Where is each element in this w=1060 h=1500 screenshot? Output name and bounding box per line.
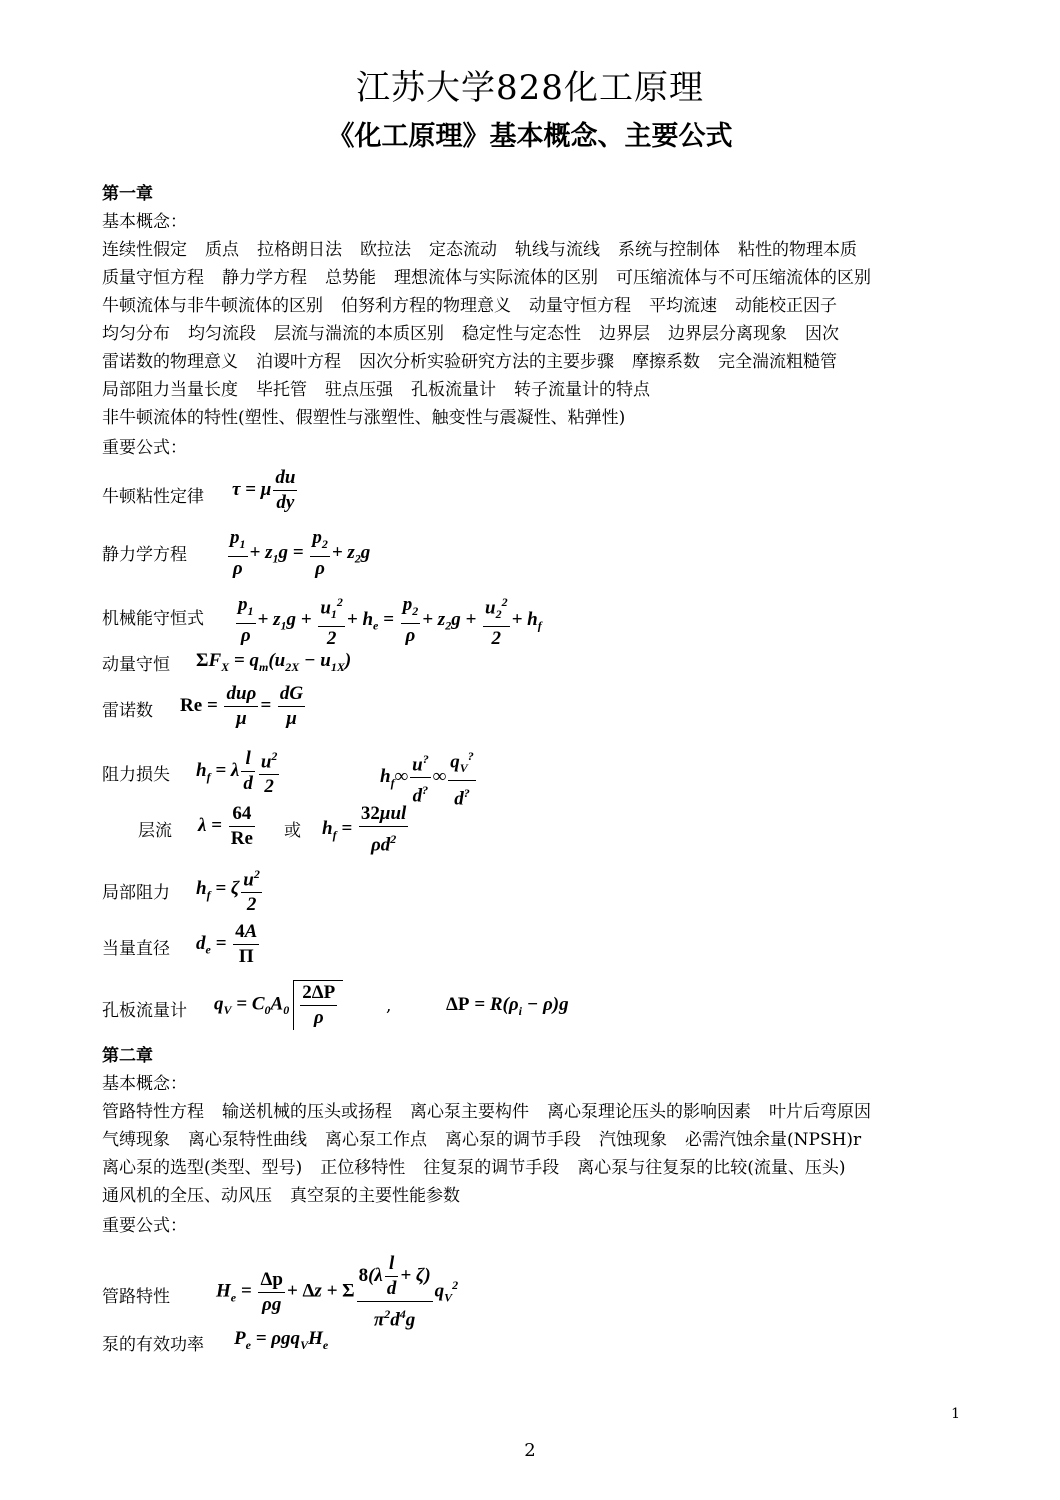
chapter1-concepts-line-5: 雷诺数的物理意义 泊谡叶方程 因次分析实验研究方法的主要步骤 摩擦系数 完全湍流粗糙管 bbox=[102, 352, 837, 372]
formula-label-friction: 阻力损失 bbox=[102, 765, 170, 785]
formula-local: $h_f = \zeta$ $\frac{u^2}{2}$ bbox=[196, 862, 264, 917]
formula-or-text: 或 bbox=[284, 821, 301, 841]
chapter1-concepts-line-2: 质量守恒方程 静力学方程 总势能 理想流体与实际流体的区别 可压缩流体与不可压缩流体的区别 bbox=[102, 268, 871, 288]
chapter2-concepts-line-2: 气缚现象 离心泵特性曲线 离心泵工作点 离心泵的调节手段 汽蚀现象 必需汽蚀余量(NPSH)r bbox=[102, 1130, 862, 1150]
chapter2-formulas-label: 重要公式： bbox=[102, 1216, 187, 1236]
chapter1-concepts-line-6: 局部阻力当量长度 毕托管 驻点压强 孔板流量计 转子流量计的特点 bbox=[102, 380, 650, 400]
formula-power: $P_e = \rho gq_VH_e$ bbox=[234, 1328, 329, 1352]
formula-orifice-dp: $\Delta P = R(\rho_i - \rho)g$ bbox=[446, 994, 569, 1018]
formula-energy: $\frac{p_1}{\rho}$ + $z_1g$ + $\frac{u_1^2}{2}$ + $h_e$ = $\frac{p_2}{\rho}$ + $z_2g$ + $\frac{u_2^2}{2}$ + $h_f$ bbox=[234, 590, 542, 651]
formula-label-newton: 牛顿粘性定律 bbox=[102, 487, 204, 507]
chapter1-heading: 第一章 bbox=[102, 184, 153, 204]
formula-equivalent: $d_e$ = $\frac{4A}{\Pi}$ bbox=[196, 921, 258, 967]
chapter1-formulas-label: 重要公式： bbox=[102, 438, 187, 458]
formula-reynolds: Re = $\frac{\text{duρ}}{\mu}$ = $\frac{dG}{\mu}$ bbox=[180, 683, 304, 729]
formula-laminar-hf: $h_f$ = $\frac{\text{32μul}}{\rho d^2}$ bbox=[322, 803, 407, 856]
formula-label-power: 泵的有效功率 bbox=[102, 1335, 204, 1355]
formula-hydrostatic: $\frac{p_1}{\rho}$ + $z_1g$ = $\frac{p_2}{\rho}$ + $z_2g$ bbox=[230, 527, 371, 579]
page-number-right: 1 bbox=[951, 1406, 960, 1422]
formula-momentum: $\Sigma F_X = q_m(u_{2X} - u_{1X})$ bbox=[196, 650, 352, 674]
page-number-center: 2 bbox=[524, 1440, 536, 1461]
chapter2-concepts-line-3: 离心泵的选型(类型、型号) 正位移特性 往复泵的调节手段 离心泵与往复泵的比较(流量、压头) bbox=[102, 1158, 846, 1178]
formula-laminar: λ = $\frac{64}{Re}$ bbox=[198, 803, 253, 849]
formula-comma: , bbox=[386, 996, 392, 1016]
chapter2-concepts-line-1: 管路特性方程 输送机械的压头或扬程 离心泵主要构件 离心泵理论压头的影响因素 叶片后弯原因 bbox=[102, 1102, 871, 1122]
formula-label-laminar: 层流 bbox=[138, 821, 172, 841]
chapter1-concepts-label: 基本概念： bbox=[102, 212, 187, 232]
formula-label-momentum: 动量守恒 bbox=[102, 655, 170, 675]
formula-label-energy: 机械能守恒式 bbox=[102, 609, 204, 629]
chapter1-concepts-line-1: 连续性假定 质点 拉格朗日法 欧拉法 定态流动 轨线与流线 系统与控制体 粘性的物理本质 bbox=[102, 240, 857, 260]
formula-label-hydrostatic: 静力学方程 bbox=[102, 545, 187, 565]
chapter2-concepts-label: 基本概念： bbox=[102, 1074, 187, 1094]
formula-label-reynolds: 雷诺数 bbox=[102, 701, 153, 721]
document-subtitle: 《化工原理》基本概念、主要公式 bbox=[327, 121, 733, 152]
document-title: 江苏大学828化工原理 bbox=[356, 68, 704, 108]
formula-friction: $h_f = \lambda$ $\frac{l}{d}$ $\frac{u^2}{2}$ bbox=[196, 744, 281, 799]
formula-friction-proportional: $h_f\infty$ $\frac{u^?}{d^?}$ ∞ $\frac{q_V^?}{d^?}$ bbox=[380, 744, 478, 811]
formula-label-pipeline: 管路特性 bbox=[102, 1287, 170, 1307]
formula-label-local: 局部阻力 bbox=[102, 883, 170, 903]
formula-newton: τ = μ $\frac{du}{dy}$ bbox=[232, 467, 296, 513]
chapter1-concepts-line-7: 非牛顿流体的特性(塑性、假塑性与涨塑性、触变性与震凝性、粘弹性) bbox=[102, 408, 626, 428]
chapter1-concepts-line-4: 均匀分布 均匀流段 层流与湍流的本质区别 稳定性与定态性 边界层 边界层分离现象 因次 bbox=[102, 324, 839, 344]
formula-orifice: $q_V = C_0A_0$ $\frac{2\Delta P}{\rho}$ bbox=[214, 980, 343, 1030]
chapter1-concepts-line-3: 牛顿流体与非牛顿流体的区别 伯努利方程的物理意义 动量守恒方程 平均流速 动能校正因子 bbox=[102, 296, 837, 316]
chapter2-heading: 第二章 bbox=[102, 1046, 153, 1066]
formula-label-orifice: 孔板流量计 bbox=[102, 1001, 187, 1021]
formula-pipeline: $H_e$ = $\frac{\Delta p}{\rho g}$ + Δz + Σ 8(λ $\frac{l}{d}$ + ζ) $\pi^2d^4g$ $q_V^2$ bbox=[216, 1253, 459, 1331]
chapter2-concepts-line-4: 通风机的全压、动风压 真空泵的主要性能参数 bbox=[102, 1186, 460, 1206]
formula-label-equivalent: 当量直径 bbox=[102, 939, 170, 959]
